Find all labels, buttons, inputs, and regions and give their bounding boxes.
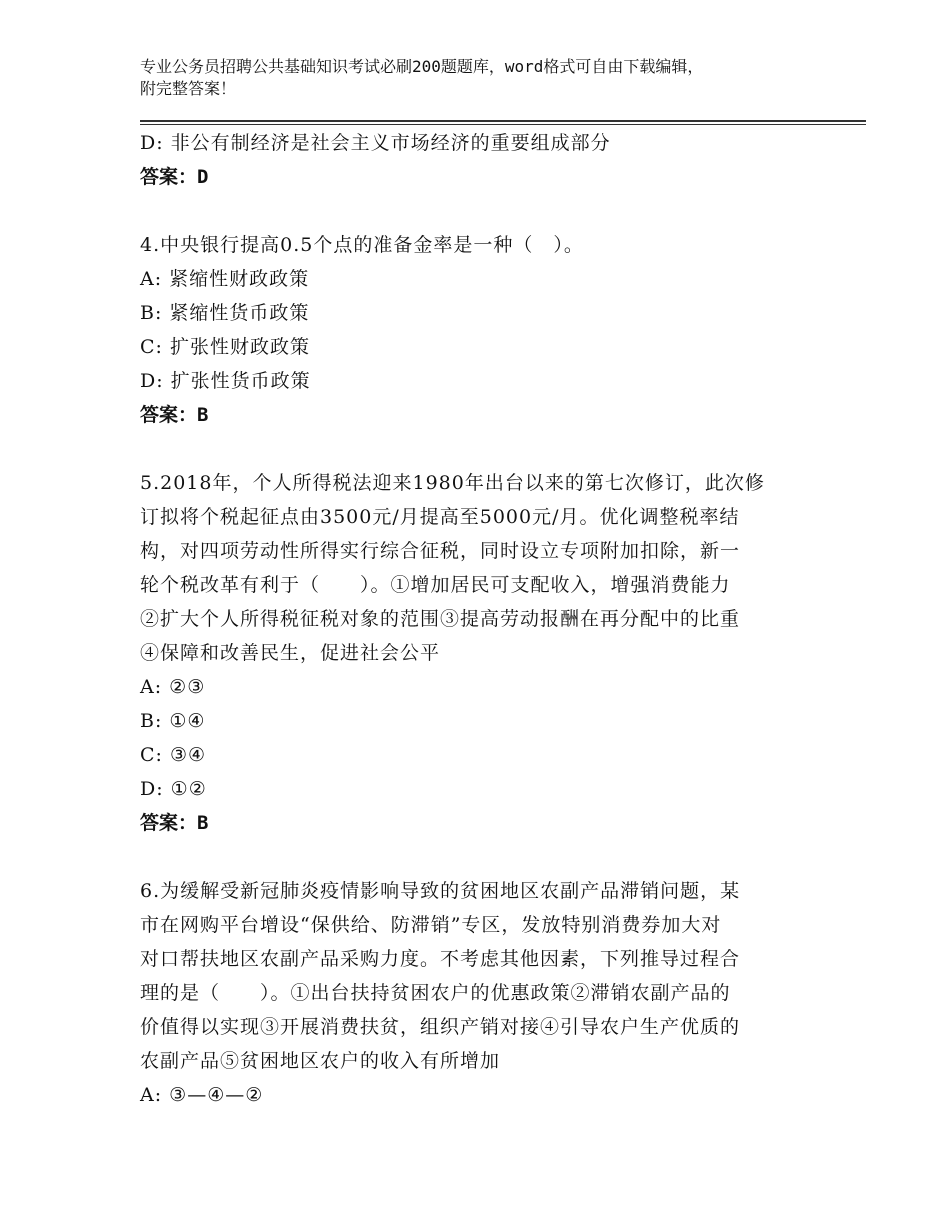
question-6 (140, 874, 820, 1112)
q5-answer: 答案：B (140, 812, 209, 834)
spacer (140, 194, 820, 228)
spacer (140, 432, 820, 466)
q4-option-b: B: 紧缩性货币政策 (140, 302, 310, 324)
q4-option-d: D: 扩张性货币政策 (140, 370, 311, 392)
document-header (140, 56, 840, 100)
q6-stem-line: 市在网购平台增设“保供给、防滞销”专区，发放特别消费券加大对 (140, 914, 722, 936)
q6-stem-line: 对口帮扶地区农副产品采购力度。不考虑其他因素，下列推导过程合 (140, 948, 741, 970)
header-rule-thin (140, 124, 866, 125)
q4-answer: 答案：B (140, 404, 209, 426)
spacer (140, 840, 820, 874)
q4-option-c: C: 扩张性财政政策 (140, 336, 310, 358)
q5-stem (140, 466, 820, 670)
q5-stem-line: ②扩大个人所得税征税对象的范围③提高劳动报酬在再分配中的比重 (140, 608, 741, 630)
q6-stem-line: 6.为缓解受新冠肺炎疫情影响导致的贫困地区农副产品滞销问题，某 (140, 880, 741, 902)
q5-stem-line: 轮个税改革有利于（ ）。①增加居民可支配收入，增强消费能力 (140, 574, 731, 596)
q6-stem-line: 价值得以实现③开展消费扶贫，组织产销对接④引导农户生产优质的 (140, 1016, 741, 1038)
question-3-tail (140, 126, 820, 194)
q6-stem (140, 874, 820, 1078)
q6-stem-line: 农副产品⑤贫困地区农户的收入有所增加 (140, 1050, 501, 1072)
header-line-1: 专业公务员招聘公共基础知识考试必刷200题题库，word格式可自由下载编辑， (140, 57, 704, 76)
q5-option-a: A: ②③ (140, 676, 206, 698)
q5-stem-line: 构，对四项劳动性所得实行综合征税，同时设立专项附加扣除，新一 (140, 540, 741, 562)
question-5 (140, 466, 820, 840)
header-line-2: 附完整答案！ (140, 79, 237, 98)
q3-option-d: D: 非公有制经济是社会主义市场经济的重要组成部分 (140, 132, 611, 154)
q6-option-a: A: ③—④—② (140, 1084, 264, 1106)
q5-stem-line: ④保障和改善民生，促进社会公平 (140, 642, 441, 664)
q6-stem-line: 理的是（ ）。①出台扶持贫困农户的优惠政策②滞销农副产品的 (140, 982, 731, 1004)
header-rule-thick (140, 120, 866, 122)
q4-stem: 4.中央银行提高0.5个点的准备金率是一种（ ）。 (140, 234, 584, 256)
q5-stem-line: 5.2018年，个人所得税法迎来1980年出台以来的第七次修订，此次修 (140, 472, 765, 494)
q4-option-a: A: 紧缩性财政政策 (140, 268, 310, 290)
question-4 (140, 228, 820, 432)
q5-option-c: C: ③④ (140, 744, 207, 766)
q5-option-d: D: ①② (140, 778, 207, 800)
q3-answer: 答案：D (140, 166, 209, 188)
q5-stem-line: 订拟将个税起征点由3500元/月提高至5000元/月。优化调整税率结 (140, 506, 740, 528)
q5-option-b: B: ①④ (140, 710, 206, 732)
document-body (140, 126, 820, 1112)
